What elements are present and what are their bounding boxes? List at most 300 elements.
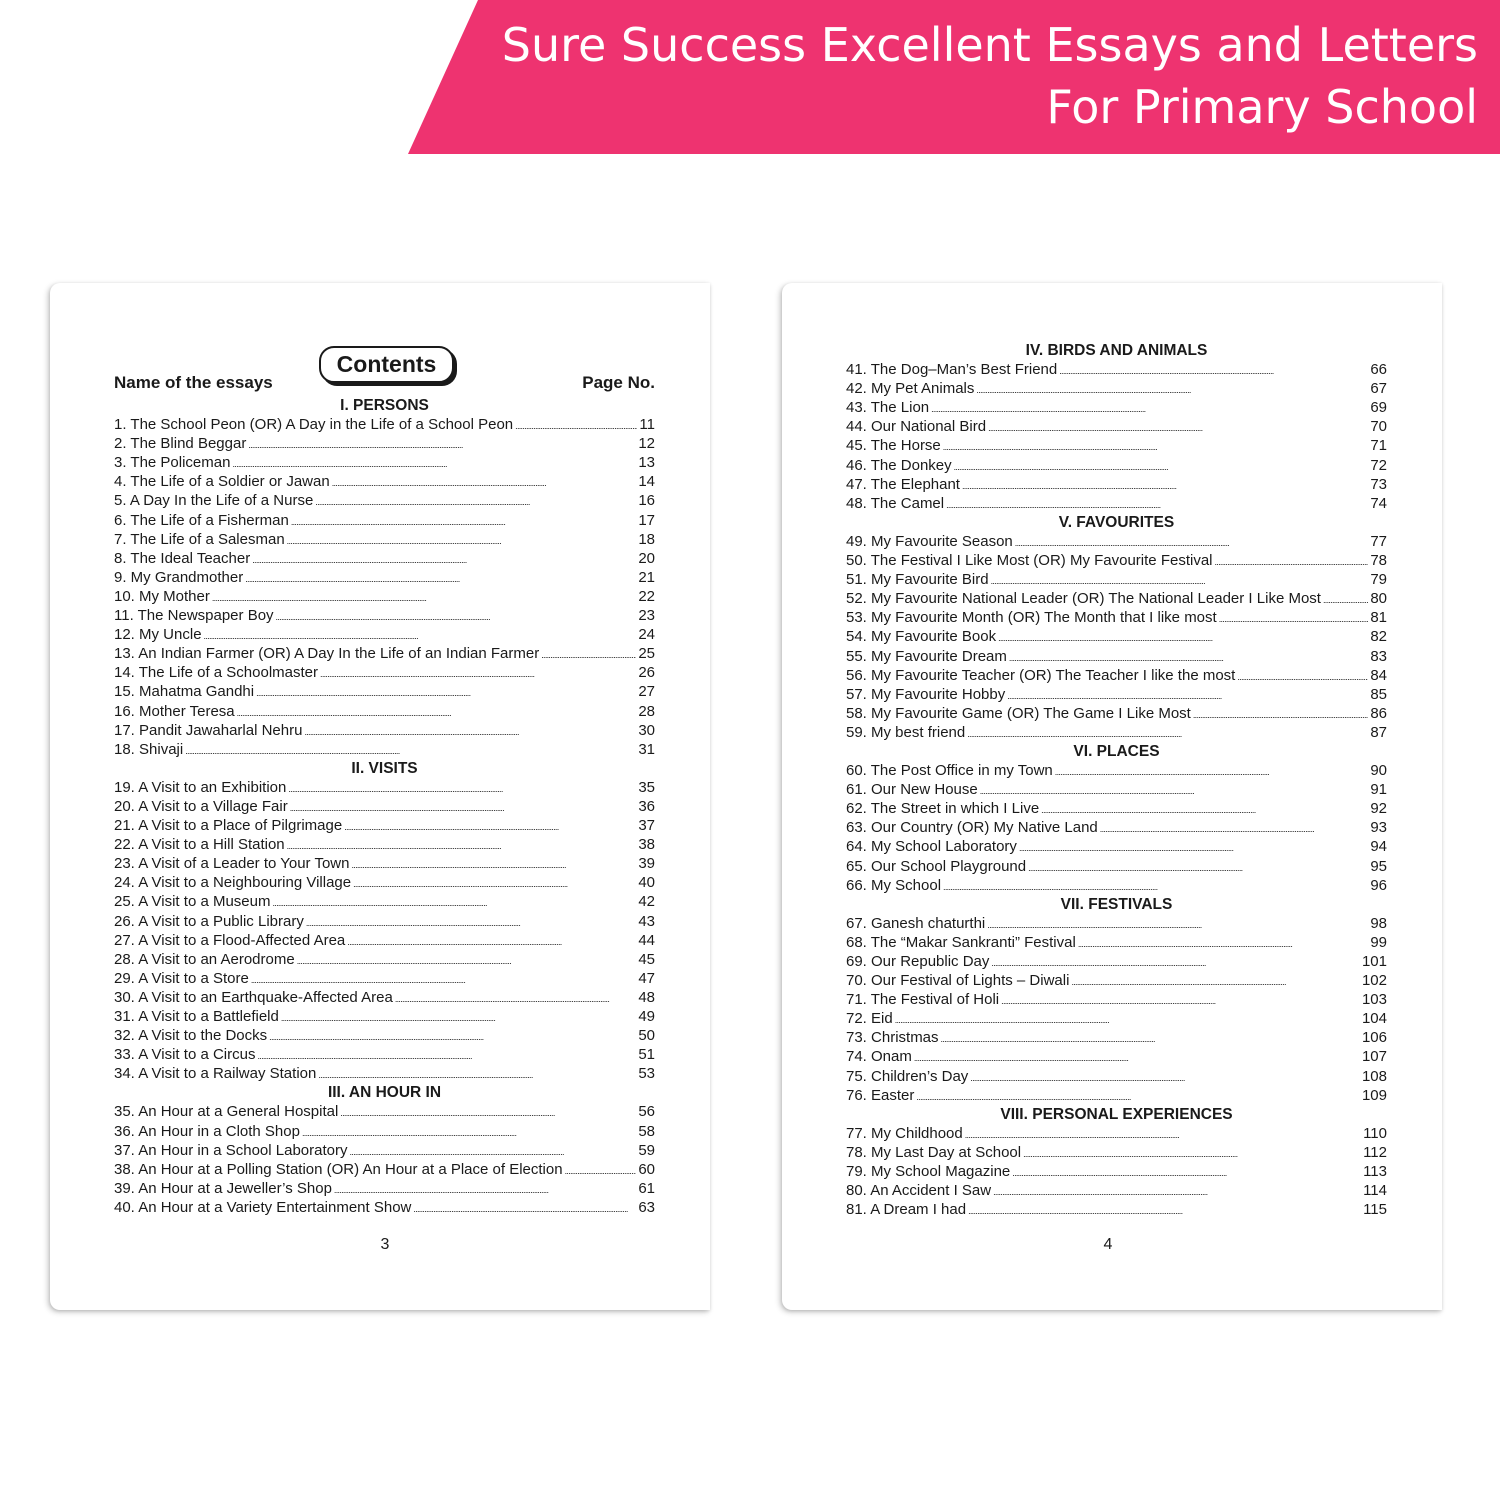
toc-entry bbox=[114, 892, 655, 911]
toc-entry bbox=[114, 1102, 655, 1121]
dot-leader bbox=[941, 1028, 1360, 1049]
page-number-ref: 61 bbox=[638, 1179, 655, 1197]
page-number-ref: 108 bbox=[1361, 1067, 1387, 1085]
essay-title: 45. The Horse bbox=[846, 437, 941, 455]
page-number-ref: 20 bbox=[638, 549, 655, 567]
dot-leader bbox=[413, 1198, 636, 1219]
dot-leader bbox=[987, 914, 1368, 935]
section-heading: II. VISITS bbox=[351, 759, 418, 777]
dot-leader bbox=[302, 1122, 636, 1143]
dot-leader bbox=[248, 434, 636, 455]
essay-title: 7. The Life of a Salesman bbox=[114, 530, 285, 548]
essay-title: 52. My Favourite National Leader (OR) The National Leader I Like Most bbox=[846, 590, 1321, 608]
toc-entry bbox=[846, 799, 1387, 818]
essay-title: 78. My Last Day at School bbox=[846, 1143, 1022, 1161]
toc-entry bbox=[846, 704, 1387, 723]
toc-entry bbox=[846, 1143, 1387, 1162]
page-number-ref: 47 bbox=[638, 969, 655, 987]
dot-leader bbox=[272, 892, 636, 913]
page-number-ref: 37 bbox=[638, 817, 655, 835]
page-number-ref: 22 bbox=[638, 587, 655, 605]
essay-title: 61. Our New House bbox=[846, 781, 978, 799]
essay-title: 31. A Visit to a Battlefield bbox=[114, 1008, 279, 1025]
dot-leader bbox=[395, 988, 637, 1009]
essay-title: 47. The Elephant bbox=[846, 475, 960, 493]
dot-leader bbox=[988, 417, 1368, 438]
toc-entry bbox=[846, 971, 1387, 990]
essay-title: 27. A Visit to a Flood-Affected Area bbox=[114, 931, 346, 949]
dot-leader bbox=[1193, 704, 1368, 725]
dot-leader bbox=[1028, 857, 1368, 878]
toc-entry bbox=[114, 702, 655, 721]
page-number-ref: 24 bbox=[638, 626, 655, 644]
dot-leader bbox=[965, 1124, 1361, 1145]
toc-entry bbox=[114, 1179, 655, 1198]
page-number-ref: 99 bbox=[1370, 933, 1387, 951]
toc-entry bbox=[114, 682, 655, 701]
page-number-ref: 14 bbox=[638, 473, 655, 491]
essay-title: 73. Christmas bbox=[846, 1029, 939, 1047]
banner-title-line-1: Sure Success Excellent Essays and Letters bbox=[501, 18, 1478, 72]
section-heading: VI. PLACES bbox=[1073, 742, 1160, 760]
page-number-ref: 109 bbox=[1361, 1086, 1387, 1104]
dot-leader bbox=[943, 876, 1368, 897]
essay-title: 72. Eid bbox=[846, 1010, 893, 1028]
toc-entry bbox=[846, 1067, 1387, 1086]
essay-title: 79. My School Magazine bbox=[846, 1163, 1011, 1181]
essay-title: 39. An Hour at a Jeweller’s Shop bbox=[114, 1179, 332, 1197]
page-number-ref: 51 bbox=[638, 1046, 655, 1064]
essay-title: 38. An Hour at a Polling Station (OR) An Hour at a Place of Election bbox=[114, 1160, 563, 1178]
banner-title-line-2: For Primary School bbox=[1046, 80, 1478, 134]
dot-leader bbox=[344, 816, 636, 837]
page-number-ref: 94 bbox=[1370, 838, 1387, 856]
essay-title: 46. The Donkey bbox=[846, 456, 952, 474]
page-number-ref: 80 bbox=[1370, 590, 1387, 608]
dot-leader bbox=[565, 1160, 637, 1181]
toc-entry bbox=[114, 1045, 655, 1064]
toc-entry bbox=[114, 1160, 655, 1179]
essay-title: 44. Our National Bird bbox=[846, 418, 987, 436]
dot-leader bbox=[1100, 818, 1369, 839]
page-number-ref: 58 bbox=[638, 1122, 655, 1140]
page-number-ref: 39 bbox=[638, 855, 655, 873]
essay-title: 26. A Visit to a Public Library bbox=[114, 912, 304, 930]
page-number-ref: 106 bbox=[1361, 1029, 1387, 1047]
essay-title: 58. My Favourite Game (OR) The Game I Like Most bbox=[846, 704, 1191, 722]
page-number-ref: 101 bbox=[1361, 953, 1387, 970]
dot-leader bbox=[1041, 799, 1368, 820]
page-number-ref: 31 bbox=[638, 740, 655, 758]
toc-entry bbox=[114, 491, 655, 510]
essay-title: 53. My Favourite Month (OR) The Month that I like most bbox=[846, 609, 1217, 627]
page-number-ref: 13 bbox=[638, 454, 655, 472]
dot-leader bbox=[1015, 532, 1369, 553]
page-number-ref: 21 bbox=[638, 568, 655, 586]
dot-leader bbox=[347, 931, 636, 952]
dot-leader bbox=[351, 854, 636, 875]
essay-title: 80. An Accident I Saw bbox=[846, 1182, 992, 1200]
page-number-ref: 74 bbox=[1370, 494, 1387, 512]
toc-entry bbox=[114, 778, 655, 797]
toc-entry bbox=[846, 475, 1387, 494]
section-heading: VII. FESTIVALS bbox=[1060, 895, 1173, 913]
dot-leader bbox=[276, 606, 637, 627]
dot-leader bbox=[288, 778, 636, 799]
toc-entry bbox=[114, 854, 655, 873]
dot-leader bbox=[1215, 551, 1369, 572]
essay-title: 12. My Uncle bbox=[114, 626, 202, 644]
toc-entry bbox=[114, 606, 655, 625]
toc-entry bbox=[846, 780, 1387, 799]
page-number: 3 bbox=[380, 1236, 390, 1253]
toc-entry bbox=[114, 740, 655, 759]
page-number-ref: 63 bbox=[638, 1198, 655, 1216]
toc-entry bbox=[114, 1064, 655, 1083]
toc-entry bbox=[846, 723, 1387, 742]
essay-title: 41. The Dog–Man’s Best Friend bbox=[846, 361, 1058, 379]
page-number-ref: 43 bbox=[638, 912, 655, 930]
toc-entry bbox=[846, 570, 1387, 589]
dot-leader bbox=[212, 587, 636, 608]
dot-leader bbox=[991, 952, 1360, 973]
page-number-ref: 92 bbox=[1370, 800, 1387, 818]
page-number-ref: 35 bbox=[638, 778, 655, 796]
essay-title: 81. A Dream I had bbox=[846, 1201, 967, 1219]
dot-leader bbox=[349, 1141, 636, 1162]
essay-title: 57. My Favourite Hobby bbox=[846, 685, 1006, 703]
toc-entry bbox=[846, 417, 1387, 436]
essay-title: 18. Shivaji bbox=[114, 740, 184, 758]
toc-entry bbox=[114, 797, 655, 816]
toc-entry bbox=[114, 453, 655, 472]
page-number-ref: 16 bbox=[638, 492, 655, 510]
dot-leader bbox=[1001, 990, 1360, 1011]
toc-entry bbox=[114, 625, 655, 644]
toc-entry bbox=[846, 1181, 1387, 1200]
page-number-ref: 60 bbox=[638, 1160, 655, 1178]
dot-leader bbox=[1078, 933, 1369, 954]
toc-list bbox=[114, 396, 655, 1217]
page-number-ref: 59 bbox=[638, 1141, 655, 1159]
page-number-ref: 95 bbox=[1370, 857, 1387, 875]
toc-entry bbox=[114, 950, 655, 969]
essay-title: 32. A Visit to the Docks bbox=[114, 1027, 268, 1045]
essay-title: 65. Our School Playground bbox=[846, 857, 1027, 875]
toc-entry bbox=[846, 379, 1387, 398]
page-number-ref: 50 bbox=[638, 1027, 655, 1045]
dot-leader bbox=[232, 453, 636, 474]
page-number-ref: 112 bbox=[1363, 1143, 1387, 1161]
toc-entry bbox=[846, 818, 1387, 837]
dot-leader bbox=[970, 1067, 1360, 1088]
column-label-essays: Name of the essays bbox=[114, 373, 273, 392]
dot-leader bbox=[968, 1200, 1361, 1221]
dot-leader bbox=[1019, 837, 1368, 858]
dot-leader bbox=[1007, 685, 1368, 706]
page-number-ref: 66 bbox=[1370, 361, 1387, 379]
essay-title: 77. My Childhood bbox=[846, 1124, 963, 1142]
dot-leader bbox=[332, 472, 637, 493]
page-number-ref: 56 bbox=[638, 1103, 655, 1121]
essay-title: 71. The Festival of Holi bbox=[846, 991, 1000, 1009]
toc-entry bbox=[114, 511, 655, 530]
dot-leader bbox=[914, 1047, 1360, 1068]
page-number-ref: 107 bbox=[1361, 1048, 1387, 1066]
essay-title: 75. Children’s Day bbox=[846, 1067, 969, 1085]
dot-leader bbox=[998, 627, 1368, 648]
page-number-ref: 23 bbox=[638, 607, 655, 625]
essay-title: 10. My Mother bbox=[114, 587, 210, 605]
essay-title: 19. A Visit to an Exhibition bbox=[114, 778, 287, 796]
dot-leader bbox=[281, 1007, 636, 1028]
page-number-ref: 48 bbox=[638, 988, 655, 1006]
page-number-ref: 42 bbox=[638, 893, 655, 911]
toc-entry bbox=[846, 360, 1387, 379]
page-number-ref: 93 bbox=[1370, 819, 1387, 837]
dot-leader bbox=[541, 644, 636, 665]
dot-leader bbox=[252, 549, 636, 570]
essay-title: 15. Mahatma Gandhi bbox=[114, 683, 255, 701]
page-number-ref: 40 bbox=[638, 874, 655, 892]
page-number-ref: 90 bbox=[1370, 762, 1387, 780]
toc-entry bbox=[846, 1200, 1387, 1219]
dot-leader bbox=[287, 835, 637, 856]
page-number-ref: 81 bbox=[1370, 609, 1387, 627]
dot-leader bbox=[1059, 360, 1368, 381]
toc-entry bbox=[114, 663, 655, 682]
dot-leader bbox=[991, 570, 1369, 591]
essay-title: 43. The Lion bbox=[846, 399, 930, 417]
toc-entry bbox=[846, 933, 1387, 952]
toc-entry bbox=[114, 988, 655, 1007]
toc-entry bbox=[114, 1122, 655, 1141]
toc-entry bbox=[114, 931, 655, 950]
contents-list-left bbox=[114, 346, 655, 1217]
essay-title: 16. Mother Teresa bbox=[114, 702, 235, 720]
toc-entry bbox=[846, 532, 1387, 551]
essay-title: 51. My Favourite Bird bbox=[846, 571, 989, 589]
essay-title: 59. My best friend bbox=[846, 723, 966, 741]
dot-leader bbox=[269, 1026, 636, 1047]
essay-title: 37. An Hour in a School Laboratory bbox=[114, 1141, 348, 1159]
page-number-ref: 78 bbox=[1370, 552, 1387, 570]
essay-title: 14. The Life of a Schoolmaster bbox=[114, 664, 319, 682]
dot-leader bbox=[320, 663, 636, 684]
toc-entry bbox=[846, 589, 1387, 608]
page-number-ref: 114 bbox=[1363, 1182, 1387, 1200]
essay-title: 11. The Newspaper Boy bbox=[114, 607, 274, 625]
book-page-left bbox=[50, 283, 710, 1310]
dot-leader bbox=[954, 456, 1369, 477]
page-number-ref: 17 bbox=[638, 511, 655, 529]
page-number-ref: 91 bbox=[1370, 781, 1387, 799]
essay-title: 66. My School bbox=[846, 876, 942, 894]
essay-title: 60. The Post Office in my Town bbox=[846, 762, 1053, 780]
dot-leader bbox=[976, 379, 1368, 400]
essay-title: 67. Ganesh chaturthi bbox=[846, 914, 986, 932]
page-number-ref: 113 bbox=[1363, 1163, 1387, 1181]
section-heading: I. PERSONS bbox=[340, 397, 429, 414]
essay-title: 17. Pandit Jawaharlal Nehru bbox=[114, 721, 303, 739]
dot-leader bbox=[962, 475, 1368, 496]
toc-list bbox=[846, 341, 1387, 1219]
toc-entry bbox=[114, 1026, 655, 1045]
toc-entry bbox=[846, 436, 1387, 455]
toc-entry bbox=[846, 990, 1387, 1009]
book-page-right bbox=[782, 283, 1442, 1310]
toc-entry bbox=[846, 837, 1387, 856]
page-number-ref: 38 bbox=[638, 836, 655, 854]
toc-entry bbox=[114, 1198, 655, 1217]
essay-title: 20. A Visit to a Village Fair bbox=[114, 797, 288, 815]
toc-entry bbox=[114, 644, 655, 663]
essay-title: 24. A Visit to a Neighbouring Village bbox=[114, 874, 352, 892]
essay-title: 13. An Indian Farmer (OR) A Day In the Life of an Indian Farmer bbox=[114, 645, 540, 663]
section-heading: IV. BIRDS AND ANIMALS bbox=[1025, 342, 1208, 359]
essay-title: 40. An Hour at a Variety Entertainment Show bbox=[114, 1198, 412, 1216]
dot-leader bbox=[353, 873, 636, 894]
toc-entry bbox=[846, 914, 1387, 933]
dot-leader bbox=[256, 682, 636, 703]
dot-leader bbox=[297, 950, 637, 971]
essay-title: 1. The School Peon (OR) A Day in the Life of a School Peon bbox=[114, 416, 514, 434]
essay-title: 30. A Visit to an Earthquake-Affected Area bbox=[114, 988, 393, 1006]
page-number-ref: 69 bbox=[1370, 399, 1387, 417]
dot-leader bbox=[980, 780, 1369, 801]
essay-title: 68. The “Makar Sankranti” Festival bbox=[846, 933, 1076, 951]
toc-entry bbox=[846, 551, 1387, 570]
toc-entry bbox=[846, 1086, 1387, 1105]
essay-title: 54. My Favourite Book bbox=[846, 628, 997, 646]
page-number-ref: 87 bbox=[1370, 723, 1387, 741]
page-number-ref: 45 bbox=[638, 950, 655, 968]
toc-entry bbox=[114, 873, 655, 892]
page-number-ref: 71 bbox=[1370, 437, 1387, 455]
toc-entry bbox=[114, 568, 655, 587]
toc-entry bbox=[846, 685, 1387, 704]
toc-entry bbox=[846, 1124, 1387, 1143]
page-number-ref: 104 bbox=[1361, 1010, 1387, 1028]
toc-entry bbox=[114, 721, 655, 740]
page-number-ref: 12 bbox=[638, 435, 655, 453]
page-number-ref: 67 bbox=[1370, 380, 1387, 398]
section-heading: VIII. PERSONAL EXPERIENCES bbox=[1000, 1105, 1233, 1123]
dot-leader bbox=[1071, 971, 1360, 992]
dot-leader bbox=[1219, 608, 1369, 629]
dot-leader bbox=[515, 415, 637, 436]
dot-leader bbox=[1323, 589, 1368, 610]
essay-title: 62. The Street in which I Live bbox=[846, 800, 1040, 818]
toc-entry bbox=[846, 647, 1387, 666]
page-number-ref: 115 bbox=[1363, 1201, 1387, 1219]
toc-entry bbox=[846, 1047, 1387, 1066]
dot-leader bbox=[245, 568, 636, 589]
page-number-ref: 79 bbox=[1370, 571, 1387, 589]
page-number-ref: 86 bbox=[1370, 704, 1387, 722]
dot-leader bbox=[943, 436, 1369, 457]
essay-title: 74. Onam bbox=[846, 1048, 912, 1066]
page-number-ref: 44 bbox=[638, 931, 655, 949]
page-number-ref: 53 bbox=[638, 1065, 655, 1083]
section-heading: III. AN HOUR IN bbox=[327, 1084, 442, 1102]
essay-title: 69. Our Republic Day bbox=[846, 953, 990, 970]
page-number-ref: 49 bbox=[638, 1008, 655, 1025]
toc-entry bbox=[846, 857, 1387, 876]
page-number-ref: 18 bbox=[638, 530, 655, 548]
toc-entry bbox=[114, 587, 655, 606]
essay-title: 49. My Favourite Season bbox=[846, 532, 1013, 550]
essay-title: 50. The Festival I Like Most (OR) My Favourite Festival bbox=[846, 552, 1213, 570]
toc-entry bbox=[114, 434, 655, 453]
dot-leader bbox=[290, 797, 637, 818]
toc-entry bbox=[846, 608, 1387, 627]
essay-title: 29. A Visit to a Store bbox=[114, 969, 249, 987]
page-number-ref: 83 bbox=[1370, 647, 1387, 665]
toc-entry bbox=[846, 666, 1387, 685]
toc-entry bbox=[114, 1141, 655, 1160]
dot-leader bbox=[1012, 1162, 1361, 1183]
page-number-ref: 27 bbox=[638, 683, 655, 701]
page-number-ref: 72 bbox=[1370, 456, 1387, 474]
essay-title: 22. A Visit to a Hill Station bbox=[114, 836, 285, 854]
toc-entry bbox=[846, 1009, 1387, 1028]
dot-leader bbox=[306, 912, 636, 933]
essay-title: 8. The Ideal Teacher bbox=[114, 549, 251, 567]
toc-entry bbox=[846, 398, 1387, 417]
essay-title: 64. My School Laboratory bbox=[846, 838, 1017, 856]
toc-entry bbox=[114, 549, 655, 568]
dot-leader bbox=[1055, 761, 1369, 782]
page-number-ref: 25 bbox=[638, 645, 655, 663]
contents-heading: Contents bbox=[319, 346, 454, 383]
essay-title: 6. The Life of a Fisherman bbox=[114, 511, 289, 529]
contents-header bbox=[114, 346, 655, 396]
toc-entry bbox=[114, 1007, 655, 1026]
dot-leader bbox=[185, 740, 636, 761]
dot-leader bbox=[340, 1102, 636, 1123]
section-heading: V. FAVOURITES bbox=[1058, 513, 1175, 531]
page-number-ref: 110 bbox=[1363, 1124, 1387, 1142]
essay-title: 63. Our Country (OR) My Native Land bbox=[846, 819, 1098, 837]
dot-leader bbox=[1009, 647, 1368, 668]
toc-entry bbox=[114, 472, 655, 491]
dot-leader bbox=[291, 511, 636, 532]
essay-title: 56. My Favourite Teacher (OR) The Teacher I like the most bbox=[846, 666, 1236, 684]
page-number-ref: 36 bbox=[638, 797, 655, 815]
essay-title: 3. The Policeman bbox=[114, 454, 231, 472]
essay-title: 55. My Favourite Dream bbox=[846, 647, 1007, 665]
toc-entry bbox=[846, 876, 1387, 895]
page-number-ref: 77 bbox=[1370, 532, 1387, 550]
dot-leader bbox=[993, 1181, 1361, 1202]
page-number-ref: 82 bbox=[1370, 628, 1387, 646]
toc-entry bbox=[114, 912, 655, 931]
toc-entry bbox=[846, 1028, 1387, 1047]
page-number-ref: 98 bbox=[1370, 914, 1387, 932]
essay-title: 76. Easter bbox=[846, 1086, 915, 1104]
essay-title: 35. An Hour at a General Hospital bbox=[114, 1103, 339, 1121]
essay-title: 5. A Day In the Life of a Nurse bbox=[114, 492, 314, 510]
dot-leader bbox=[334, 1179, 636, 1200]
toc-entry bbox=[114, 816, 655, 835]
toc-entry bbox=[846, 1162, 1387, 1181]
page-number-ref: 11 bbox=[639, 416, 655, 434]
toc-entry bbox=[114, 530, 655, 549]
dot-leader bbox=[251, 969, 637, 990]
dot-leader bbox=[1023, 1143, 1361, 1164]
contents-list-right bbox=[846, 341, 1387, 1219]
